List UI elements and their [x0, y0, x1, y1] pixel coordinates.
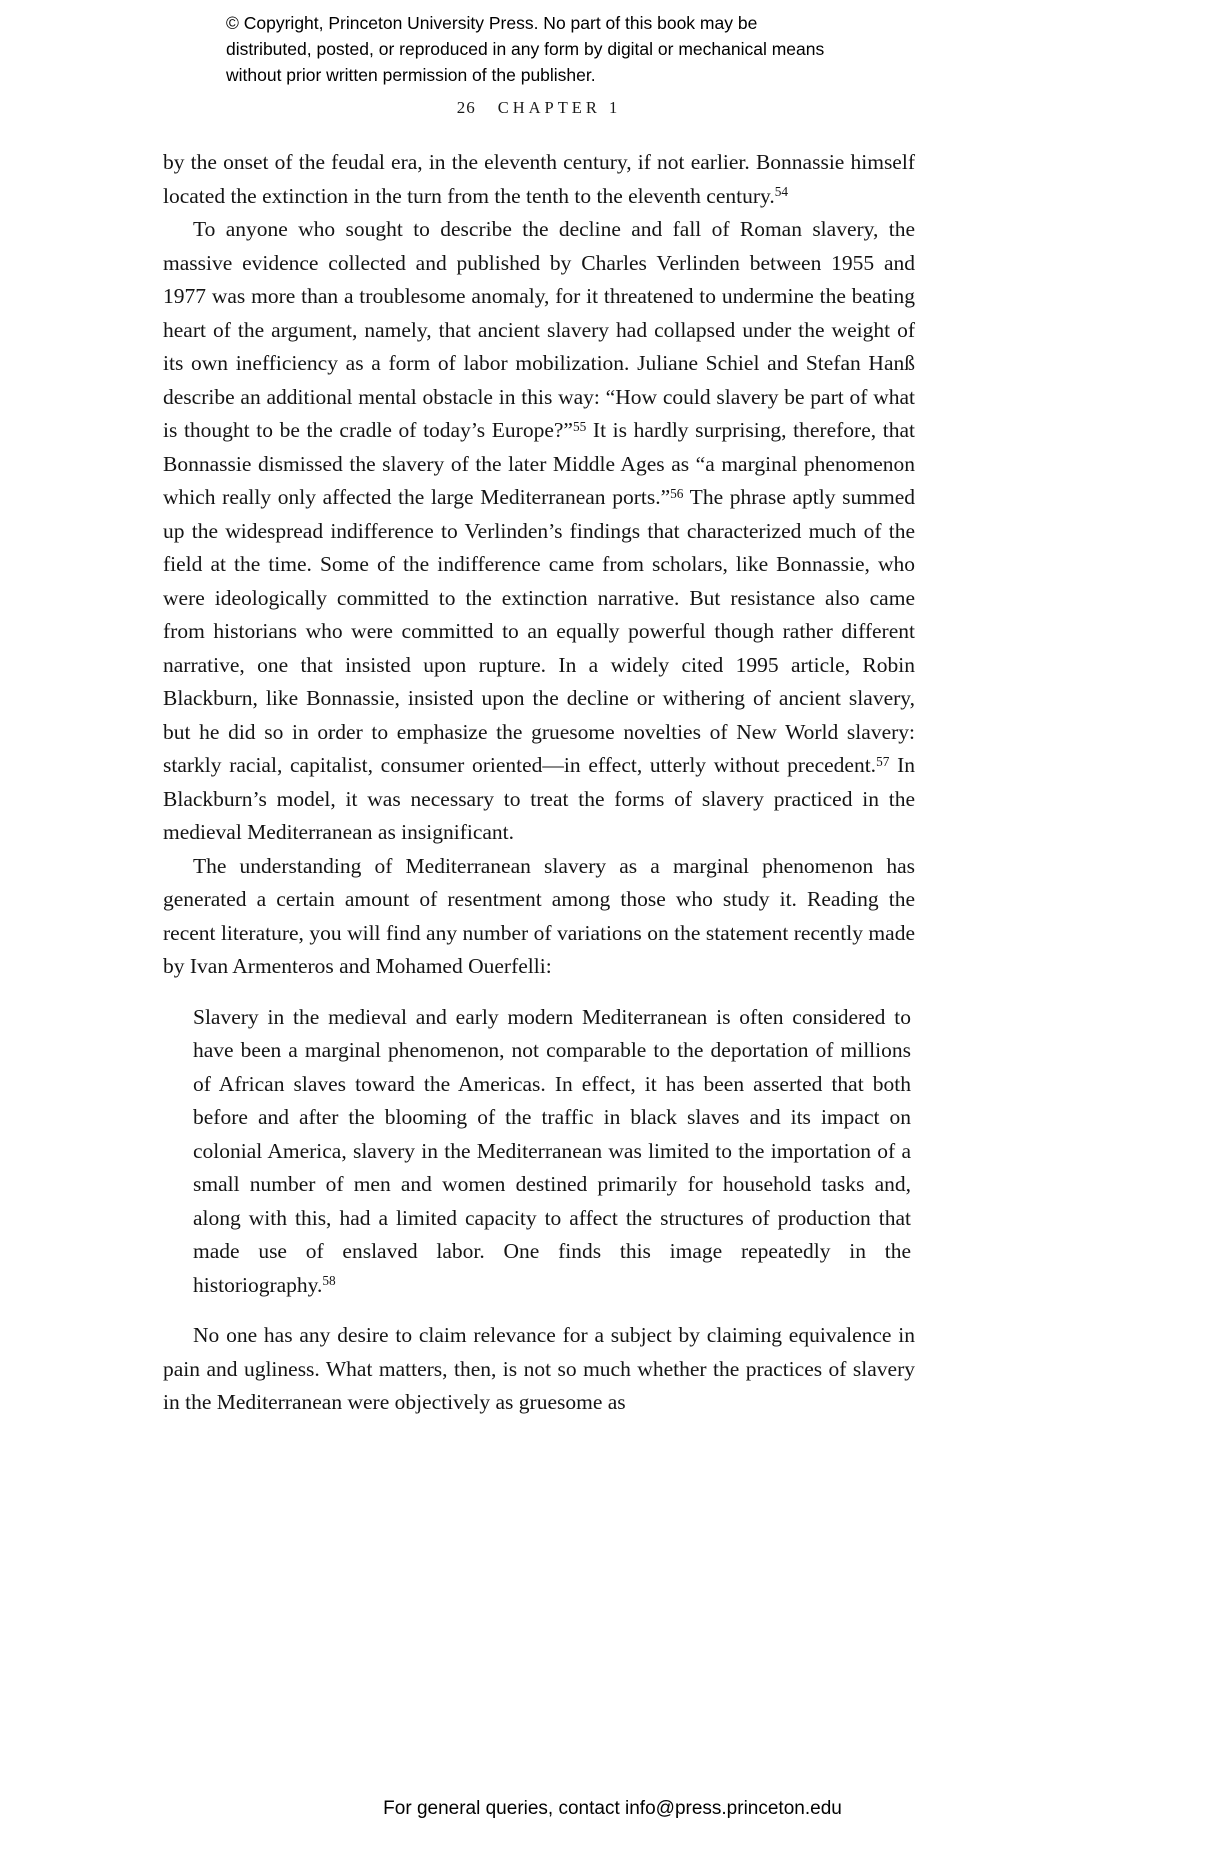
footer-queries: For general queries, contact info@press.princeton.edu [383, 1798, 842, 1819]
paragraph-understanding: The understanding of Mediterranean slavery as a marginal phenomenon has generated a certain amount of resentment among those who study it. Reading the recent literature, you will find any number of variations on the statement recently made by Ivan Armenteros and Mohamed Ouerfelli: [163, 853, 915, 978]
footnote-marker: 57 [876, 753, 890, 769]
page-number: 26 [456, 98, 476, 117]
body-text [163, 146, 915, 1420]
paragraph-verlinden: To anyone who sought to describe the decline and fall of Roman slavery, the massive evidence collected and published by Charles Verlinden between 1955 and 1977 was more than a troublesome anomaly, for it threatened to undermine the beating heart of the argument, namely, that ancient slavery had collapsed under the weight of its own inefficiency as a form of labor mobilization. Juliane Schiel and Stefan Hanß describe an additional mental obstacle in this way: “How could slavery be part of what is thought to be the cradle of today’s Europe?”$^{55}$ It is hardly surprising, therefore, that Bonnassie dismissed the slavery of the later Middle Ages as “a marginal phenomenon which really only affected the large Mediterranean ports.”$^{56}$ The phrase aptly summed up the widespread indifference to Verlinden’s findings that characterized much of the field at the time. Some of the indifference came from scholars, like Bonnassie, who were ideologically committed to the extinction narrative. But resistance also came from historians who were committed to an equally powerful though rather different narrative, one that insisted upon rupture. In a widely cited 1995 article, Robin Blackburn, like Bonnassie, insisted upon the decline or withering of ancient slavery, but he did so in order to emphasize the gruesome novelties of New World slavery: starkly racial, capitalist, consumer oriented—in effect, utterly without precedent.$^{57}$ In Blackburn’s model, it was necessary to treat the forms of slavery practiced in the medieval Mediterranean as insignificant. [163, 217, 915, 844]
footnote-marker: 54 [774, 184, 789, 200]
footnote-marker: 55 [572, 418, 587, 434]
chapter-label: CHAPTER 1 [497, 98, 622, 117]
footnote-marker: 56 [670, 485, 684, 501]
paragraph-no-one: No one has any desire to claim relevance for a subject by claiming equivalence in pain and ugliness. What matters, then, is not so much whether the practices of slavery in the Mediterranean were objectively as gruesome as [163, 1323, 915, 1414]
copyright-notice: © Copyright, Princeton University Press. No part of this book may be distributed, posted, or reproduced in any form by digital or mechanical means without prior written permission of the publisher. [226, 13, 825, 85]
block-quote: Slavery in the medieval and early modern Mediterranean is often considered to have been a marginal phenomenon, not comparable to the deportation of millions of African slaves toward the Americas. In effect, it has been asserted that both before and after the blooming of the traffic in black slaves and its impact on colonial America, slavery in the Mediterranean was limited to the importation of a small number of men and women destined primarily for household tasks and, along with this, had a limited capacity to affect the structures of production that made use of enslaved labor. One finds this image repeatedly in the historiography.$^{58}$ [193, 1004, 911, 1297]
paragraph-continuation: by the onset of the feudal era, in the eleventh century, if not earlier. Bonnassie himself located the extinction in the turn from the tenth to the eleventh century.$^{54}$ [163, 150, 915, 208]
running-head [163, 98, 915, 118]
footnote-marker: 58 [322, 1273, 336, 1289]
